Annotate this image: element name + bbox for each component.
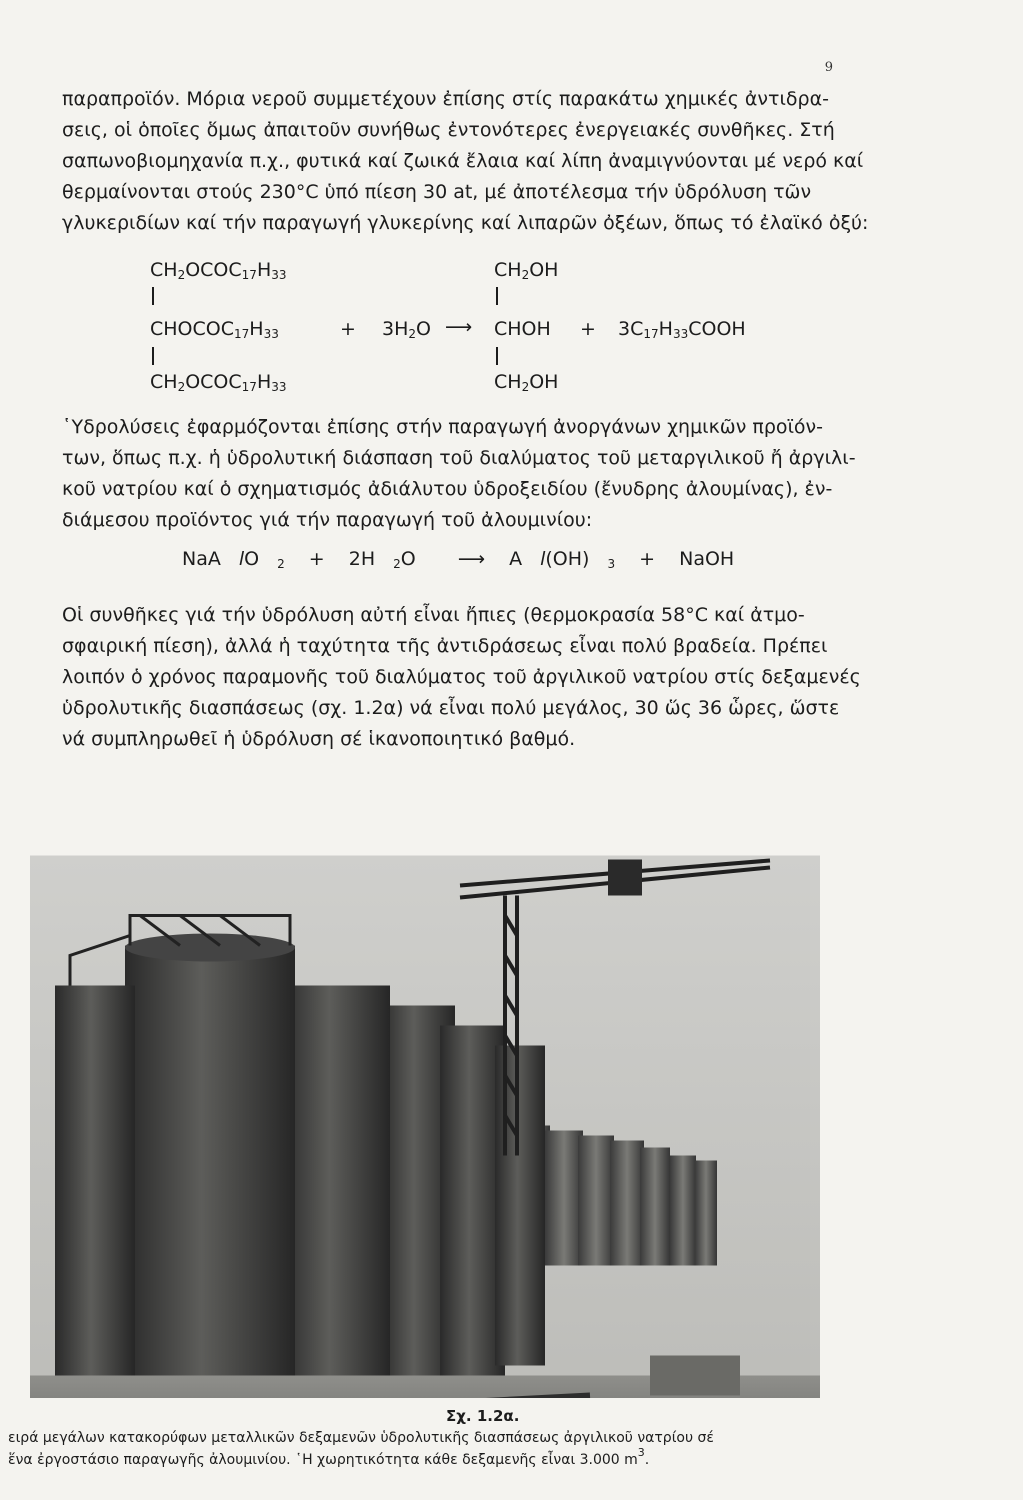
text-line: σαπωνοβιομηχανία π.χ., φυτικά καί ζωικά ἔλαια καί λίπη ἀναμιγνύονται μέ νερό καί [62,150,864,172]
glycerol-top-group: $CH_2OH$ [494,259,559,282]
page-number: 9 [824,60,833,75]
text-line: ὑδρολυτικῆς διασπάσεως (σχ. 1.2α) νά εἶναι πολύ μεγάλος, 30 ὥς 36 ὧρες, ὥστε [62,697,840,719]
plus-sign: + [580,318,596,340]
water-reactant: $3H_2O$ [382,318,431,341]
glycerol-middle-group: CHOH [494,318,551,340]
sodium-hydroxide-product: NaOH [679,548,735,570]
plus-sign: + [639,548,656,570]
ester-top-group: $CH_2OCOC_{17}H_{33}$ [150,259,287,282]
text-line: παραπροϊόν. Μόρια νεροῦ συμμετέχουν ἐπίσης στίς παρακάτω χημικές ἀντιδρα- [62,88,829,110]
text-line: σφαιρική πίεση), ἀλλά ἡ ταχύτητα τῆς ἀντιδράσεως εἶναι πολύ βραδεία. Πρέπει [62,635,828,657]
text-line: διάμεσου προϊόντος γιά τήν παραγωγή τοῦ ἀλουμινίου: [62,509,593,531]
sodium-aluminate-reactant: NaA lO $_2$ [182,548,285,571]
caption-line: ειρά μεγάλων κατακορύφων μεταλλικῶν δεξαμενῶν ὑδρολυτικῆς διασπάσεως ἀργιλικοῦ νατρίου σέ [8,1430,714,1446]
bond-line [496,287,498,305]
text-line: ῾Υδρολύσεις ἐφαρμόζονται ἐπίσης στήν παραγωγή ἀνοργάνων χημικῶν προϊόν- [62,416,824,438]
bond-line [496,347,498,365]
glycerol-bottom-group: $CH_2OH$ [494,371,559,394]
paragraph-inorganic-hydrolysis [62,412,856,536]
text-line: Οἱ συνθῆκες γιά τήν ὑδρόλυση αὐτή εἶναι ἤπιες (θερμοκρασία 58°C καί ἀτμο- [62,604,805,626]
text-line: των, ὅπως π.χ. ἡ ὑδρολυτική διάσπαση τοῦ διαλύματος τοῦ μεταργιλικοῦ ἤ ἀργιλι- [62,447,856,469]
figure-caption [8,1427,838,1471]
oleic-acid-product: $3C_{17}H_{33}COOH$ [618,318,746,341]
reaction-arrow: ⟶ [445,316,473,338]
ester-middle-group: $CHOCOC_{17}H_{33}$ [150,318,279,341]
text-line: σεις, οἱ ὁποῖες ὅμως ἀπαιτοῦν συνήθως ἐντονότερες ἐνεργειακές συνθῆκες. Στή [62,119,835,141]
figure-number: Σχ. 1.2α. [446,1407,520,1425]
text-line: λοιπόν ὁ χρόνος παραμονῆς τοῦ διαλύματος τοῦ ἀργιλικοῦ νατρίου στίς δεξαμενές [62,666,861,688]
water-reactant: 2H $_2$O [348,548,416,571]
text-line: κοῦ νατρίου καί ὁ σχηματισμός ἀδιάλυτου ὑδροξειδίου (ἔνυδρης ἀλουμίνας), ἐν- [62,478,833,500]
ester-bottom-group: $CH_2OCOC_{17}H_{33}$ [150,371,287,394]
triglyceride-hydrolysis-equation [150,255,790,395]
aluminium-hydroxide-product: A l(OH) $_3$ [509,548,616,571]
text-line: γλυκεριδίων καί τήν παραγωγή γλυκερίνης καί λιπαρῶν ὀξέων, ὅπως τό ἐλαϊκό ὀξύ: [62,212,869,234]
paragraph-hydrolysis-intro [62,84,869,239]
reaction-arrow: ⟶ [457,548,486,570]
bond-line [152,287,154,305]
plus-sign: + [308,548,325,570]
plus-sign: + [340,318,356,340]
photo-illustration [30,738,820,1398]
caption-line: ἕνα ἐργοστάσιο παραγωγῆς ἀλουμινίου. ῾Η χωρητικότητα κάθε δεξαμενῆς εἶναι 3.000 $m^3$. [8,1446,650,1468]
text-line: νά συμπληρωθεῖ ἡ ὑδρόλυση σέ ἱκανοποιητικό βαθμό. [62,728,576,750]
sodium-aluminate-hydrolysis-equation [182,548,752,570]
paragraph-hydrolysis-conditions [62,600,861,755]
text-line: θερμαίνονται στούς 230°C ὑπό πίεση 30 at, μέ ἀποτέλεσμα τήν ὑδρόλυση τῶν [62,181,812,203]
bond-line [152,347,154,365]
factory-tanks-photo [30,738,820,1398]
